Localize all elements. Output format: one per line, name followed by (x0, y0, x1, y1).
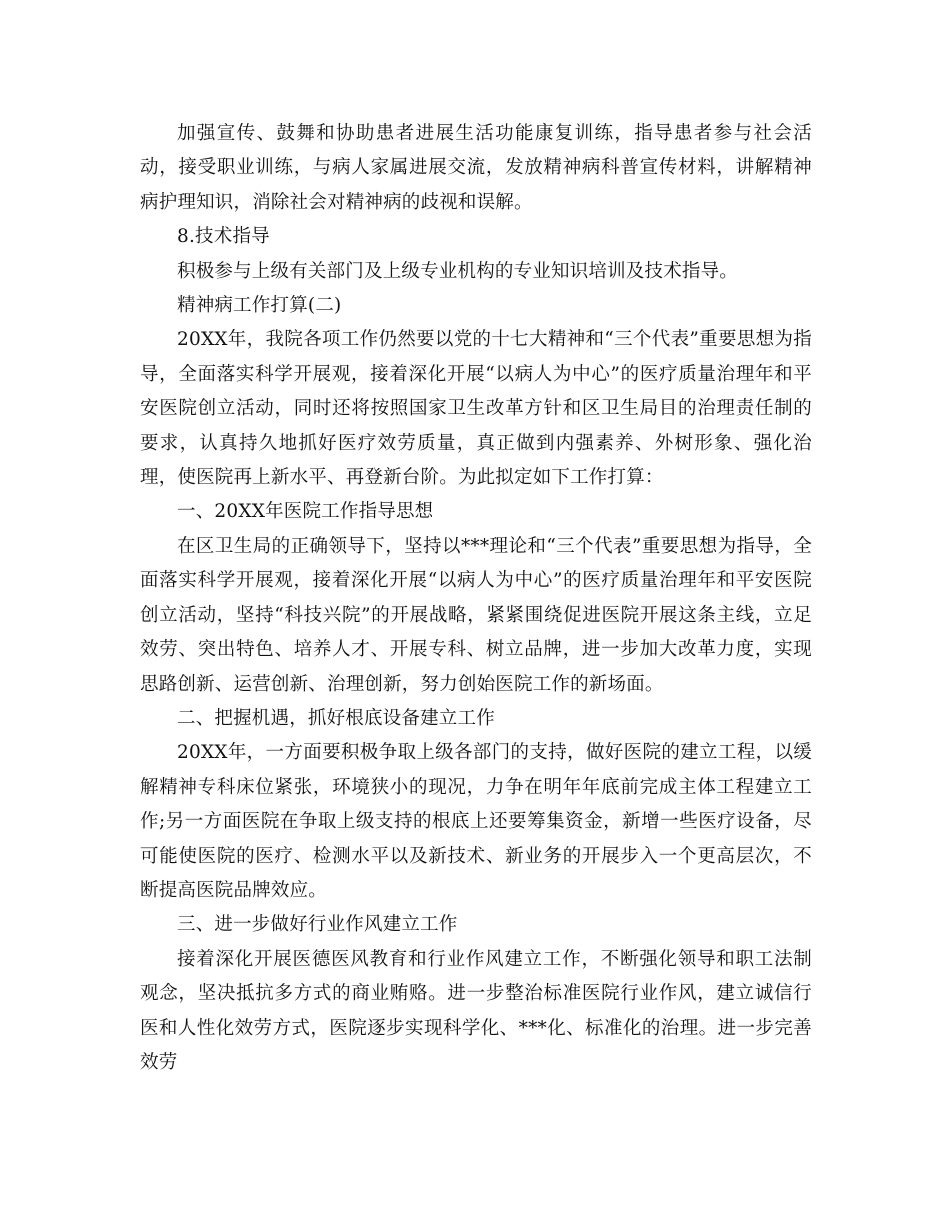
paragraph-intro: 20XX年，我院各项工作仍然要以党的十七大精神和“三个代表”重要思想为指导，全面落实科学开展观，接着深化开展“以病人为中心”的医疗质量治理年和平安医院创立活动，同时还将按照国家卫生改革方针和区卫生局目的治理责任制的要求，认真持久地抓好医疗效劳质量，真正做到内强素养、外树形象、强化治理，使医院再上新水平、再登新台阶。为此拟定如下工作打算： (140, 329, 812, 489)
heading-section-1: 一、20XX年医院工作指导思想 (177, 501, 434, 523)
paragraph-section-3: 接着深化开展医德医风教育和行业作风建立工作，不断强化领导和职工法制观念，坚决抵抗多方式的商业贿赂。进一步整治标准医院行业作风，建立诚信行医和人性化效劳方式，医院逐步实现科学化、***化、标准化的治理。进一步完善效劳 (140, 948, 812, 1073)
paragraph-publicity: 加强宣传、鼓舞和协助患者进展生活功能康复训练，指导患者参与社会活动，接受职业训练，与病人家属进展交流，发放精神病科普宣传材料，讲解精神病护理知识，消除社会对精神病的歧视和误解。 (140, 123, 812, 213)
paragraph-section-2: 20XX年，一方面要积极争取上级各部门的支持，做好医院的建立工程，以缓解精神专科床位紧张，环境狭小的现况，力争在明年年底前完成主体工程建立工作;另一方面医院在争取上级支持的根底上还要筹集资金，新增一些医疗设备，尽可能使医院的医疗、检测水平以及新技术、新业务的开展步入一个更高层次，不断提高医院品牌效应。 (140, 742, 812, 901)
document-body (140, 117, 812, 1080)
heading-work-plan-2: 精神病工作打算(二) (177, 295, 342, 317)
paragraph-tech-guidance: 积极参与上级有关部门及上级专业机构的专业知识培训及技术指导。 (177, 260, 739, 282)
heading-section-2: 二、把握机遇，抓好根底设备建立工作 (177, 707, 495, 729)
heading-section-3: 三、进一步做好行业作风建立工作 (177, 914, 458, 936)
heading-tech-guidance: 8.技术指导 (177, 226, 270, 248)
paragraph-section-1: 在区卫生局的正确领导下，坚持以***理论和“三个代表”重要思想为指导，全面落实科学开展观，接着深化开展“以病人为中心”的医疗质量治理年和平安医院创立活动，坚持“科技兴院”的开展战略，紧紧围绕促进医院开展这条主线，立足效劳、突出特色、培养人才、开展专科、树立品牌，进一步加大改革力度，实现思路创新、运营创新、治理创新，努力创始医院工作的新场面。 (140, 535, 812, 695)
